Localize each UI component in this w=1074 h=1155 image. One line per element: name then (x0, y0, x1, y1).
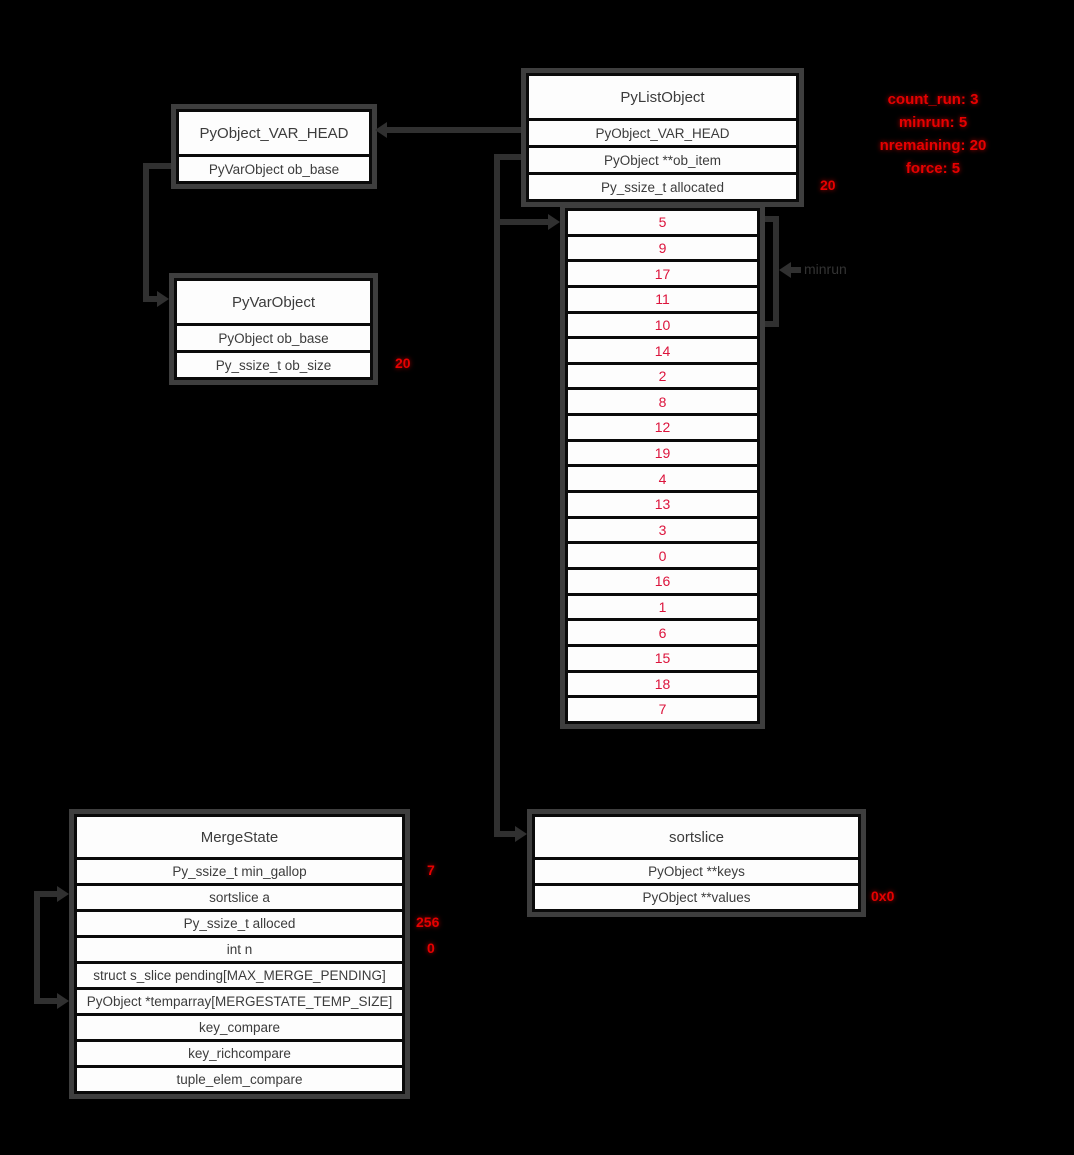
pylistobject-box (521, 68, 804, 207)
pylistobject-row-ob-item: PyObject **ob_item (529, 145, 796, 172)
annotation-minrun: minrun: 5 (898, 114, 968, 131)
edge-obitem-to-array-line (494, 219, 549, 225)
mergestate-row-temparray: PyObject *temparray[MERGESTATE_TEMP_SIZE] (77, 987, 402, 1013)
annotation-count-run: count_run: 3 (887, 91, 979, 108)
pyobject-var-head-row-ob-base: PyVarObject ob_base (179, 154, 369, 181)
pyvarobject-row-ob-size: Py_ssize_t ob_size (177, 350, 370, 377)
pyobject-var-head-box (171, 104, 377, 189)
edge-varhead-line (386, 127, 521, 133)
minrun-bracket-bottom-stub (765, 321, 779, 327)
mergestate-bracket-vertical (34, 891, 40, 1004)
array-item: 2 (568, 362, 757, 388)
n-value: 0 (427, 940, 435, 956)
pyvarobject-row-ob-base: PyObject ob_base (177, 323, 370, 350)
mergestate-row-key-richcompare: key_richcompare (77, 1039, 402, 1065)
sortslice-row-values: PyObject **values (535, 883, 858, 909)
mergestate-row-key-compare: key_compare (77, 1013, 402, 1039)
edge-to-sortslice-line (494, 831, 517, 837)
pylistobject-row-var-head: PyObject_VAR_HEAD (529, 118, 796, 145)
edge-obbase-vertical-line (143, 163, 149, 302)
array-item: 12 (568, 413, 757, 439)
array-item: 6 (568, 618, 757, 644)
allocated-value: 20 (820, 177, 836, 193)
array-item: 11 (568, 285, 757, 311)
mergestate-row-pending: struct s_slice pending[MAX_MERGE_PENDING] (77, 961, 402, 987)
edge-to-sortslice-arrowhead (515, 826, 527, 842)
array-item: 0 (568, 541, 757, 567)
mergestate-bracket-top-arrowhead (57, 886, 69, 902)
minrun-label-line (789, 267, 801, 273)
mergestate-bracket-bottom-stub (34, 998, 58, 1004)
array-item: 17 (568, 259, 757, 285)
mergestate-row-sortslice-a: sortslice a (77, 883, 402, 909)
annotation-block (852, 88, 1014, 180)
mergestate-row-alloced: Py_ssize_t alloced (77, 909, 402, 935)
array-item: 16 (568, 567, 757, 593)
mergestate-row-min-gallop: Py_ssize_t min_gallop (77, 857, 402, 883)
sortslice-row-keys: PyObject **keys (535, 857, 858, 883)
array-item: 19 (568, 439, 757, 465)
sortslice-box (527, 809, 866, 917)
array-item: 18 (568, 670, 757, 696)
edge-obitem-trunk-line (494, 154, 500, 837)
mergestate-box (69, 809, 410, 1099)
mergestate-row-int-n: int n (77, 935, 402, 961)
array-item: 4 (568, 464, 757, 490)
annotation-force: force: 5 (905, 160, 961, 177)
array-item: 13 (568, 490, 757, 516)
mergestate-title: MergeState (77, 817, 402, 857)
pyvarobject-box (169, 273, 378, 385)
pyvarobject-title: PyVarObject (177, 281, 370, 323)
alloced-value: 256 (416, 914, 440, 930)
edge-obitem-to-array-arrowhead (548, 214, 560, 230)
array-item: 5 (568, 211, 757, 234)
array-item: 10 (568, 311, 757, 337)
ob-size-value: 20 (395, 355, 411, 371)
array-item: 1 (568, 593, 757, 619)
mergestate-bracket-bottom-arrowhead (57, 993, 69, 1009)
edge-varhead-arrowhead (375, 122, 387, 138)
array-item: 14 (568, 336, 757, 362)
pylistobject-row-allocated: Py_ssize_t allocated (529, 172, 796, 199)
sortslice-title: sortslice (535, 817, 858, 857)
mergestate-row-tuple-elem-compare: tuple_elem_compare (77, 1065, 402, 1091)
mergestate-bracket-top-stub (34, 891, 58, 897)
array-item: 8 (568, 387, 757, 413)
array-item: 9 (568, 234, 757, 260)
pyobject-var-head-title: PyObject_VAR_HEAD (179, 112, 369, 154)
values-ptr-value: 0x0 (871, 888, 895, 904)
array-item: 7 (568, 695, 757, 721)
pylistobject-title: PyListObject (529, 76, 796, 118)
annotation-nremaining: nremaining: 20 (879, 137, 987, 154)
minrun-bracket-label: minrun (804, 261, 847, 277)
list-items-array (560, 203, 765, 729)
array-item: 15 (568, 644, 757, 670)
array-item: 3 (568, 516, 757, 542)
min-gallop-value: 7 (427, 862, 435, 878)
edge-obbase-arrowhead (157, 291, 169, 307)
